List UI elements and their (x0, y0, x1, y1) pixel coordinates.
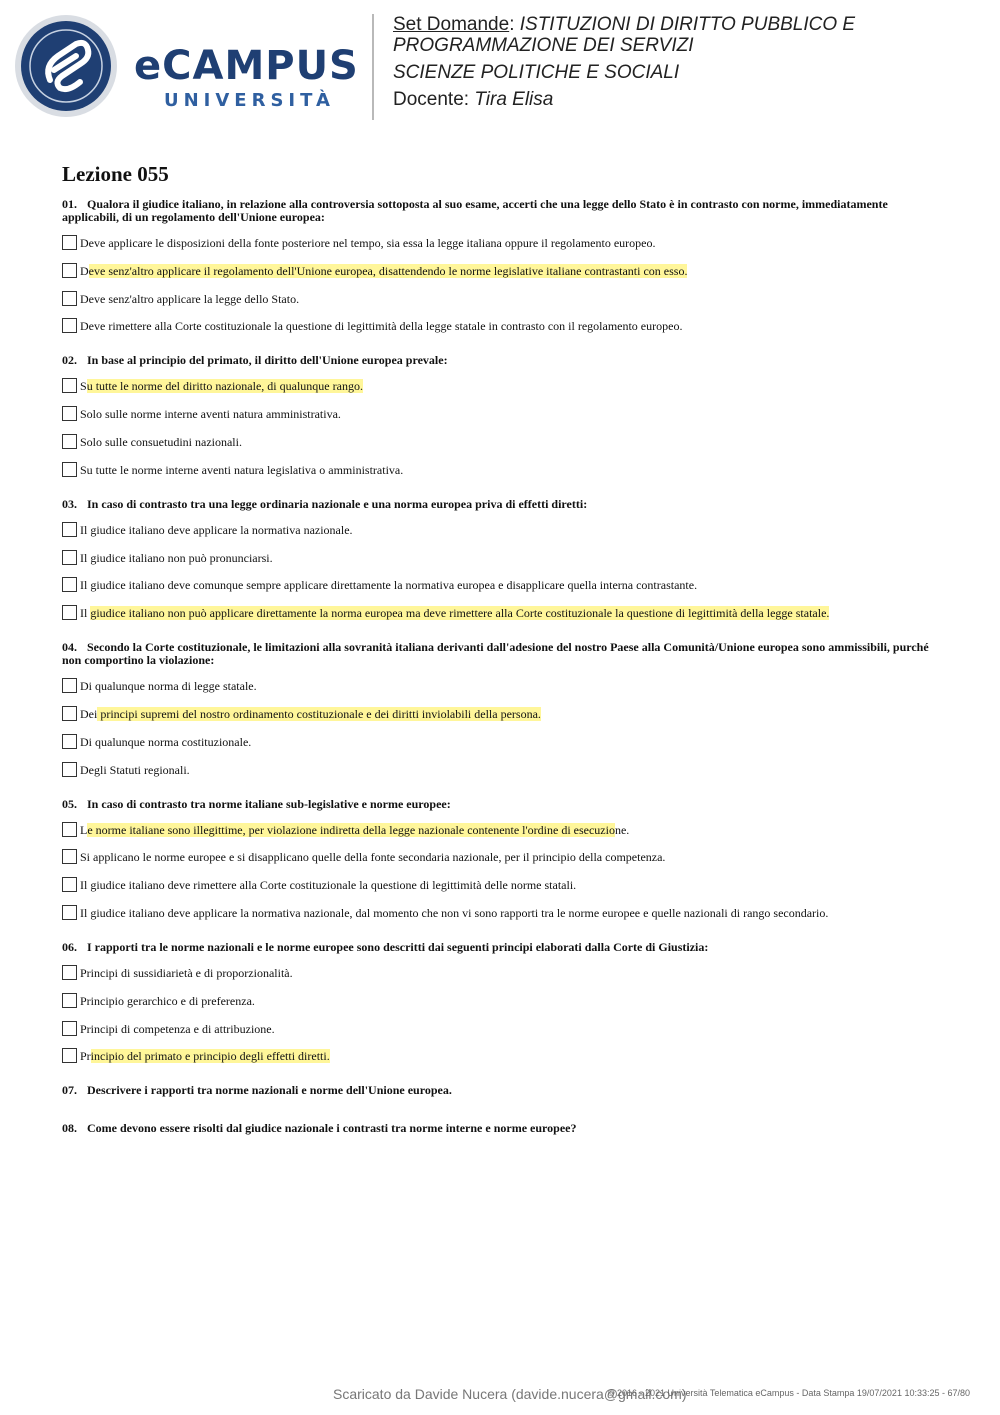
teacher-name: Tira Elisa (474, 89, 554, 110)
answer-checkbox[interactable] (62, 762, 77, 777)
question-text (62, 1122, 942, 1135)
question-6 (62, 941, 942, 1064)
answer-text-pre: Il giudice italiano deve comunque sempre applicare direttamente la normativa europea e disapplicare quella interna contrastante. (80, 578, 698, 593)
answer-option[interactable] (62, 1048, 942, 1064)
answer-checkbox[interactable] (62, 378, 77, 393)
answer-text-pre: Si applicano le norme europee e si disapplicano quelle della fonte secondaria nazionale, per il principio della competenza. (80, 850, 666, 865)
question-body: I rapporti tra le norme nazionali e le norme europee sono descritti dai seguenti principi elaborati dalla Corte di Giustizia: (87, 939, 709, 954)
university-logo (14, 14, 364, 120)
question-number: 08. (62, 1121, 77, 1136)
answer-text-pre: Deve senz'altro applicare la legge dello Stato. (80, 291, 300, 306)
answer-text (80, 1021, 275, 1037)
answer-option[interactable] (62, 550, 942, 566)
answer-text-pre: Il giudice italiano non può pronunciarsi. (80, 550, 273, 565)
answer-text (80, 462, 403, 478)
question-3 (62, 498, 942, 621)
question-body: Qualora il giudice italiano, in relazione alla controversia sottoposta al suo esame, accerti che una legge dello Stato è in contrasto con norme, immediatamente applicabili, di un regolamento dell'Unione europea: (62, 197, 888, 224)
question-text (62, 354, 942, 367)
answer-text (80, 905, 828, 921)
answer-option[interactable] (62, 462, 942, 478)
answer-option[interactable] (62, 1021, 942, 1037)
answer-checkbox[interactable] (62, 905, 77, 920)
question-body: Come devono essere risolti dal giudice nazionale i contrasti tra norme interne e norme europee? (87, 1121, 577, 1136)
answer-checkbox[interactable] (62, 605, 77, 620)
question-2 (62, 354, 942, 477)
question-body: In caso di contrasto tra una legge ordinaria nazionale e una norma europea priva di effetti diretti: (87, 496, 588, 511)
highlighted-answer-text: u tutte le norme del diritto nazionale, di qualunque rango. (86, 379, 363, 394)
answer-checkbox[interactable] (62, 550, 77, 565)
answer-checkbox[interactable] (62, 291, 77, 306)
page-footer (0, 1386, 1000, 1402)
highlighted-answer-text: eve senz'altro applicare il regolamento dell'Unione europea, disattendendo le norme legislative italiane contrastanti con esso. (88, 263, 688, 278)
answer-checkbox[interactable] (62, 1048, 77, 1063)
course-title-line1: ISTITUZIONI DI DIRITTO PUBBLICO E (519, 14, 856, 35)
ecampus-emblem-icon (14, 14, 118, 118)
answer-text (80, 678, 257, 694)
answer-option[interactable] (62, 235, 942, 251)
answer-option[interactable] (62, 406, 942, 422)
answer-text (80, 877, 576, 893)
answer-text-pre: Degli Statuti regionali. (80, 762, 190, 777)
answer-text (80, 993, 255, 1009)
question-number: 03. (62, 496, 77, 511)
answer-checkbox[interactable] (62, 706, 77, 721)
question-1 (62, 198, 942, 334)
answer-text (80, 291, 299, 307)
answer-option[interactable] (62, 706, 942, 722)
question-text (62, 941, 942, 954)
answer-option[interactable] (62, 734, 942, 750)
answer-text-pre: Il (80, 606, 91, 621)
answer-option[interactable] (62, 993, 942, 1009)
logo-sub-text: UNIVERSITÀ (164, 90, 335, 111)
highlighted-answer-text: principi supremi del nostro ordinamento costituzionale e dei diritti inviolabili della persona. (97, 706, 541, 721)
answer-text (80, 762, 190, 778)
answer-option[interactable] (62, 849, 942, 865)
question-text (62, 1084, 942, 1097)
answer-text (80, 406, 341, 422)
answer-text (80, 734, 251, 750)
answer-option[interactable] (62, 822, 942, 838)
question-text (62, 498, 942, 511)
question-text (62, 198, 942, 224)
teacher-label: Docente: (393, 89, 470, 110)
answer-text-pre: Di qualunque norma costituzionale. (80, 734, 252, 749)
highlighted-answer-text: incipio del primato e principio degli effetti diretti. (90, 1049, 330, 1064)
answer-option[interactable] (62, 905, 942, 921)
question-list (62, 198, 942, 1160)
answer-option[interactable] (62, 434, 942, 450)
answer-option[interactable] (62, 318, 942, 334)
answer-checkbox[interactable] (62, 318, 77, 333)
answer-text-pre: Su tutte le norme interne aventi natura legislativa o amministrativa. (80, 462, 404, 477)
question-7 (62, 1084, 942, 1097)
answer-text-pre: L (80, 822, 88, 837)
question-text (62, 641, 942, 667)
answer-text-pre: Principi di competenza e di attribuzione. (80, 1021, 275, 1036)
question-8 (62, 1122, 942, 1135)
question-body: Secondo la Corte costituzionale, le limitazioni alla sovranità italiana derivanti dall'adesione del nostro Paese alla Comunità/Unione europea sono ammissibili, purché non comportino la violazione: (62, 640, 929, 668)
answer-text (80, 706, 541, 722)
logo-brand-text: eCAMPUS (134, 43, 359, 89)
answer-text (80, 605, 829, 621)
download-notice: Scaricato da Davide Nucera (davide.nucera@gmail.com) (333, 1386, 687, 1402)
answer-checkbox[interactable] (62, 263, 77, 278)
answer-text-pre: Solo sulle consuetudini nazionali. (80, 434, 242, 449)
question-number: 04. (62, 640, 77, 655)
answer-text-post: ne. (614, 822, 630, 837)
answer-checkbox[interactable] (62, 1021, 77, 1036)
question-4 (62, 641, 942, 777)
answer-text-pre: D (80, 263, 89, 278)
question-body: In caso di contrasto tra norme italiane sub-legislative e norme europee: (87, 796, 451, 811)
answer-checkbox[interactable] (62, 434, 77, 449)
answer-checkbox[interactable] (62, 822, 77, 837)
faculty-name: SCIENZE POLITICHE E SOCIALI (393, 62, 680, 83)
answer-checkbox[interactable] (62, 849, 77, 864)
question-number: 07. (62, 1083, 77, 1098)
question-number: 01. (62, 197, 77, 211)
answer-text-pre: Il giudice italiano deve applicare la normativa nazionale, dal momento che non vi sono rapporti tra le norme europee e quelle nazionali di rango secondario. (80, 905, 829, 920)
answer-text-pre: Principi di sussidiarietà e di proporzionalità. (80, 965, 293, 980)
answer-text (80, 822, 629, 838)
answer-text (80, 434, 242, 450)
answer-option[interactable] (62, 965, 942, 981)
highlighted-answer-text: e norme italiane sono illegittime, per violazione indiretta della legge nazionale contenente l'ordine di esecuzio (87, 822, 615, 837)
header-divider (372, 14, 374, 120)
answer-text-pre: Il giudice italiano deve rimettere alla Corte costituzionale la questione di legittimità delle norme statali. (80, 878, 577, 893)
question-number: 06. (62, 939, 77, 954)
answer-text-pre: S (80, 379, 87, 394)
copyright-notice: © 2016 - 2021 Università Telematica eCampus - Data Stampa 19/07/2021 10:33:25 - 67/80 (607, 1388, 970, 1398)
teacher-line (393, 89, 983, 110)
answer-checkbox[interactable] (62, 965, 77, 980)
answer-text (80, 1048, 330, 1064)
question-number: 02. (62, 353, 77, 368)
answer-option[interactable] (62, 605, 942, 621)
answer-checkbox[interactable] (62, 877, 77, 892)
set-line: Set Domande: ISTITUZIONI DI DIRITTO PUBBLICO E (393, 14, 856, 35)
answer-text (80, 550, 273, 566)
answer-option[interactable] (62, 762, 942, 778)
answer-option[interactable] (62, 263, 942, 279)
answer-option[interactable] (62, 291, 942, 307)
question-5 (62, 798, 942, 921)
question-text (62, 798, 942, 811)
course-header (393, 14, 983, 110)
answer-checkbox[interactable] (62, 993, 77, 1008)
answer-text (80, 577, 697, 593)
answer-checkbox[interactable] (62, 522, 77, 537)
question-body: Descrivere i rapporti tra norme nazionali e norme dell'Unione europea. (87, 1083, 452, 1098)
answer-text-pre: Solo sulle norme interne aventi natura amministrativa. (80, 407, 341, 422)
set-label: Set Domande (393, 14, 510, 35)
answer-text (80, 318, 682, 334)
answer-option[interactable] (62, 378, 942, 394)
answer-text (80, 965, 293, 981)
answer-text-pre: Principio gerarchico e di preferenza. (80, 993, 255, 1008)
question-number: 05. (62, 796, 77, 811)
answer-text (80, 235, 655, 251)
answer-checkbox[interactable] (62, 577, 77, 592)
answer-text (80, 849, 665, 865)
answer-checkbox[interactable] (62, 678, 77, 693)
answer-option[interactable] (62, 577, 942, 593)
lesson-title: Lezione 055 (62, 162, 169, 186)
answer-text-pre: Pr (80, 1049, 91, 1064)
answer-checkbox[interactable] (62, 235, 77, 250)
answer-checkbox[interactable] (62, 406, 77, 421)
answer-text (80, 263, 687, 279)
answer-checkbox[interactable] (62, 462, 77, 477)
highlighted-answer-text: giudice italiano non può applicare direttamente la norma europea ma deve rimettere alla Corte costituzionale la questione di legittimità della legge statale. (90, 606, 830, 621)
answer-text-pre: Deve rimettere alla Corte costituzionale la questione di legittimità della legge statale in contrasto con il regolamento europeo. (80, 319, 683, 334)
question-body: In base al principio del primato, il diritto dell'Unione europea prevale: (87, 353, 448, 368)
answer-option[interactable] (62, 678, 942, 694)
answer-text (80, 378, 363, 394)
answer-option[interactable] (62, 877, 942, 893)
course-title-line2: PROGRAMMAZIONE DEI SERVIZI (393, 35, 694, 56)
answer-option[interactable] (62, 522, 942, 538)
answer-text-pre: Dei (80, 706, 98, 721)
answer-text-pre: Deve applicare le disposizioni della fonte posteriore nel tempo, sia essa la legge italiana oppure il regolamento europeo. (80, 236, 656, 250)
answer-text-pre: Di qualunque norma di legge statale. (80, 679, 257, 694)
answer-text-pre: Il giudice italiano deve applicare la normativa nazionale. (80, 522, 353, 537)
answer-checkbox[interactable] (62, 734, 77, 749)
answer-text (80, 522, 353, 538)
